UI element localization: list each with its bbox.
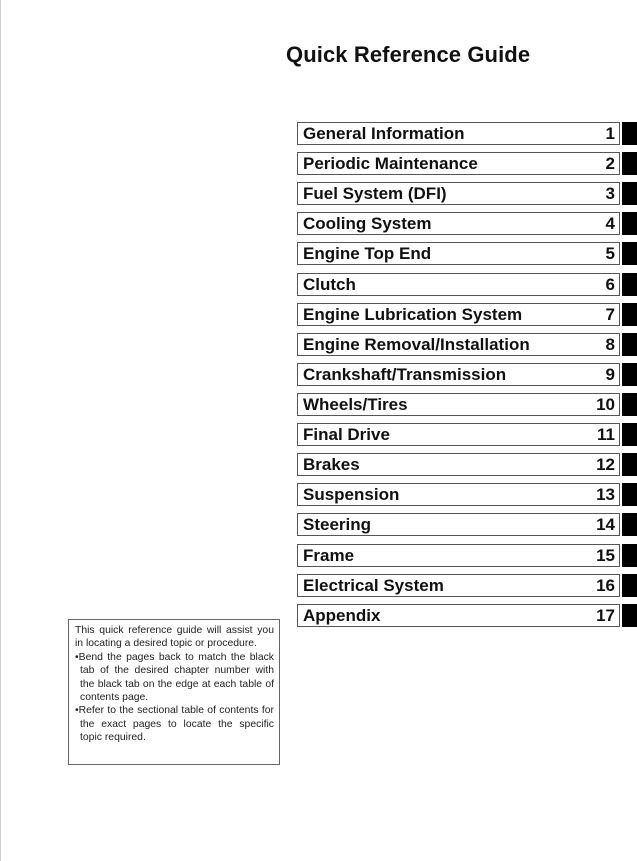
- chapter-number: 6: [605, 274, 615, 294]
- chapter-number: 7: [605, 304, 615, 324]
- chapter-row-clutch[interactable]: [297, 273, 637, 296]
- chapter-label: Wheels/Tires: [303, 394, 408, 414]
- black-tab-marker: [622, 242, 637, 265]
- black-tab-marker: [622, 423, 637, 446]
- chapter-label: Appendix: [303, 605, 381, 625]
- black-tab-marker: [622, 152, 637, 175]
- chapter-row-engine-lubrication-system[interactable]: [297, 303, 637, 326]
- chapter-row-general-information[interactable]: [297, 122, 637, 145]
- chapter-label: Suspension: [303, 485, 400, 505]
- chapter-number: 14: [596, 515, 615, 535]
- chapter-row-engine-top-end[interactable]: [297, 242, 637, 265]
- chapter-number: 2: [605, 154, 615, 174]
- chapter-row-final-drive[interactable]: [297, 423, 637, 446]
- black-tab-marker: [622, 182, 637, 205]
- chapter-row-crankshaft-transmission[interactable]: [297, 363, 637, 386]
- chapter-label: Steering: [303, 515, 372, 535]
- chapter-number: 9: [605, 364, 615, 384]
- chapter-row-wheels-tires[interactable]: [297, 393, 637, 416]
- instruction-note-box: [68, 619, 280, 765]
- chapter-row-electrical-system[interactable]: [297, 574, 637, 597]
- chapter-number: 5: [605, 244, 615, 264]
- chapter-label: Final Drive: [303, 425, 390, 445]
- chapter-label: Electrical System: [303, 575, 444, 595]
- chapter-number: 15: [596, 545, 615, 565]
- chapter-label: Engine Lubrication System: [303, 304, 523, 324]
- black-tab-marker: [622, 122, 637, 145]
- chapter-row-engine-removal-installation[interactable]: [297, 333, 637, 356]
- black-tab-marker: [622, 212, 637, 235]
- chapter-number: 16: [596, 575, 615, 595]
- chapter-row-steering[interactable]: [297, 513, 637, 536]
- chapter-row-brakes[interactable]: [297, 453, 637, 476]
- chapter-number: 12: [596, 455, 615, 475]
- note-intro: This quick reference guide will assist you in locating a desired topic or procedure.: [75, 625, 274, 650]
- chapter-label: Brakes: [303, 455, 360, 475]
- black-tab-marker: [622, 453, 637, 476]
- chapter-number: 13: [596, 485, 615, 505]
- chapter-row-appendix[interactable]: [297, 604, 637, 627]
- page-title: Quick Reference Guide: [286, 42, 531, 67]
- chapter-number: 8: [605, 334, 615, 354]
- black-tab-marker: [622, 574, 637, 597]
- note-bullet: •Refer to the sectional table of contents for the exact pages to locate the specific topic required.: [75, 705, 274, 744]
- black-tab-marker: [622, 363, 637, 386]
- chapter-number: 1: [605, 124, 615, 143]
- chapter-label: Cooling System: [303, 214, 432, 234]
- chapter-row-frame[interactable]: [297, 544, 637, 567]
- chapter-label: Engine Removal/Installation: [303, 334, 530, 354]
- chapter-row-fuel-system[interactable]: [297, 182, 637, 205]
- black-tab-marker: [622, 333, 637, 356]
- note-bullet: •Bend the pages back to match the black tab of the desired chapter number with the black tab on the edge at each table of contents page.: [75, 651, 274, 704]
- chapter-label: Frame: [303, 545, 355, 565]
- black-tab-marker: [622, 393, 637, 416]
- chapter-row-cooling-system[interactable]: [297, 212, 637, 235]
- chapter-index: [297, 122, 637, 634]
- black-tab-marker: [622, 483, 637, 506]
- chapter-number: 4: [605, 214, 615, 234]
- chapter-label: General Information: [303, 124, 465, 143]
- chapter-row-periodic-maintenance[interactable]: [297, 152, 637, 175]
- black-tab-marker: [622, 273, 637, 296]
- black-tab-marker: [622, 303, 637, 326]
- chapter-number: 10: [596, 394, 615, 414]
- black-tab-marker: [622, 604, 637, 627]
- chapter-number: 3: [605, 184, 615, 204]
- chapter-label: Clutch: [303, 274, 356, 294]
- chapter-label: Periodic Maintenance: [303, 154, 478, 174]
- chapter-label: Crankshaft/Transmission: [303, 364, 507, 384]
- black-tab-marker: [622, 513, 637, 536]
- chapter-label: Engine Top End: [303, 244, 432, 264]
- chapter-number: 17: [596, 605, 615, 625]
- black-tab-marker: [622, 544, 637, 567]
- page-edge-line: [0, 0, 1, 861]
- chapter-number: 11: [597, 425, 615, 445]
- chapter-row-suspension[interactable]: [297, 483, 637, 506]
- chapter-label: Fuel System (DFI): [303, 184, 447, 204]
